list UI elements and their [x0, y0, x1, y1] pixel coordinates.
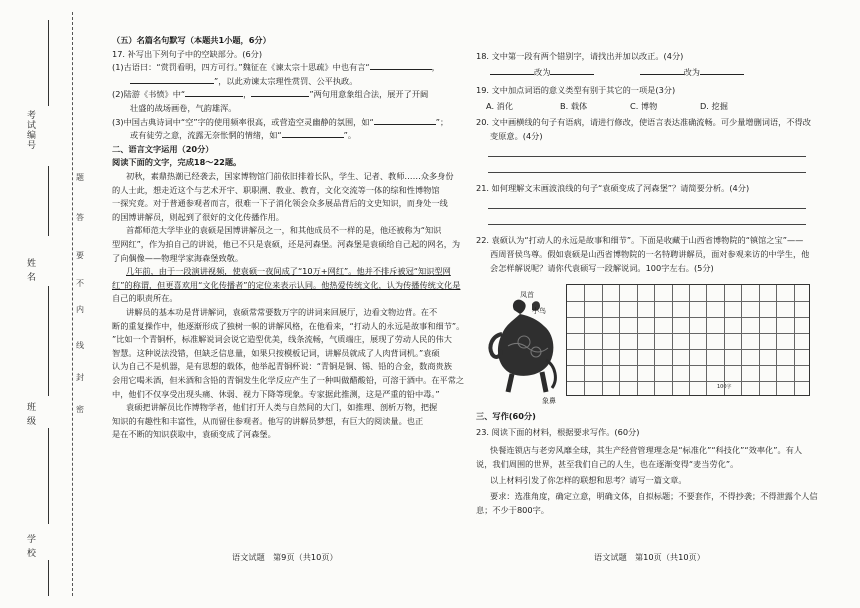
- text-line: (2)陆游《书愤》中“ ， ”两句用意象组合法，展开了开阔: [112, 89, 429, 100]
- text-line: 或有徒劳之意，流露无奈怅惘的情绪，如“ ”。: [130, 130, 357, 141]
- exam-id-line-lower: [48, 166, 49, 236]
- text-line: 17. 补写出下列句子中的空缺部分。(6分): [112, 48, 263, 59]
- text-line: 智慧。这种说法没错，但缺乏信息量，如果只按模板记词，讲解员就成了人肉背词机。”袁硕: [112, 347, 440, 358]
- school-label: 学 校: [25, 534, 35, 558]
- grid-row-line: [567, 381, 809, 382]
- question-22: 西周晋侯鸟尊。假如袁硕是山西省博物院的一名特聘讲解员，面对参观来访的中学生，他: [490, 249, 810, 259]
- question-18: 18. 文中第一段有两个错别字，请找出并加以改正。(4分): [476, 51, 684, 61]
- question-20: 20. 文中画横线的句子有语病，请进行修改，使语言表达准确流畅。可少量增删词语，不得改: [476, 117, 811, 127]
- question-19-option[interactable]: D. 挖掘: [700, 101, 728, 111]
- answer-line[interactable]: [488, 208, 806, 209]
- grid-row-line: [567, 333, 809, 334]
- text-line: 二、语言文字运用（20分）: [112, 143, 214, 154]
- class-line: [48, 428, 49, 524]
- question-22: 会怎样解说呢？请你代袁硕写一段解说词。100字左右。(5分): [490, 263, 714, 273]
- label-bird: 小鸟: [532, 307, 546, 315]
- fill-label: 改为: [534, 67, 551, 77]
- text-line: 了向偶像——物理学家海森堡致敬。: [112, 252, 244, 263]
- question-18-answer: [490, 66, 744, 79]
- text-line: 型网红”，作为拍自己的讲说，他已不只是袁硕，还是河森堡。河森堡是袁硕给自己起的网名，为: [112, 239, 461, 249]
- text-line: （五）名篇名句默写（本题共1小题，6分）: [112, 35, 271, 45]
- question-19: 19. 文中加点词语的意义类型有别于其它的一项是(3分): [476, 85, 676, 95]
- grid-count-mark: 100字: [717, 384, 732, 390]
- exam-id-line: [48, 20, 49, 106]
- text-line: 首都师范大学毕业的袁硕是国博讲解员之一，和其他成员不一样的是，他还被称为“知识: [126, 225, 442, 236]
- question-19-option[interactable]: B. 载体: [560, 101, 588, 111]
- fill-in-blank[interactable]: [185, 88, 243, 97]
- text-line: 红”的称谓，但更喜欢用“文化传播者”的定位来表示认同。他热爱传统文化，认为传播传统文化是: [112, 279, 461, 290]
- writing-requirements: 息；不少于800字。: [476, 505, 549, 515]
- material-text: 快餐连锁店与老旁风靡全球，其生产经营管理理念是“标准化”“科技化”“效率化”。有人: [490, 445, 803, 455]
- seal-char: 答: [76, 213, 84, 222]
- seal-char: 线: [76, 341, 84, 350]
- bird-zun-vessel-image: [484, 290, 566, 400]
- writing-requirements: 要求：选准角度，确定立意，明确文体，自拟标题；不要套作，不得抄袭；不得泄露个人信: [490, 491, 818, 501]
- seal-cut-line: [72, 12, 73, 596]
- section-3-heading: 三、写作(60分): [476, 411, 536, 421]
- seal-char: 内: [76, 305, 84, 314]
- seal-char: 不: [76, 279, 84, 288]
- text-line: 中，他们不仅享受出现头痛、休弱、视力下降等现象。专家据此推测，这是严重的铅中毒。”: [112, 388, 440, 399]
- text-line: ”，以此劝谏太宗理性赏罚、公平执政。: [130, 75, 357, 88]
- seal-char: 密: [76, 405, 84, 414]
- text-line: 认为自己不是机器，是有思想的载体，他举起青铜杯说：“青铜是铜、锡、铅的合金，数商贵族: [112, 361, 452, 372]
- text-line: (3)中国古典诗词中“空”字的使用频率很高，或营造空灵幽静的氛围，如“ ”；: [112, 116, 449, 127]
- text-line: 阅读下面的文字，完成18～22题。: [112, 157, 242, 168]
- text-line: 一探究竟。对于普通参观者而言，很难一下子消化领会众多展品背后的文史知识，而身处一线: [112, 198, 448, 209]
- answer-blank[interactable]: [640, 66, 684, 75]
- grid-row-line: [567, 349, 809, 350]
- text-line: 是在不断的知识获取中，袁硕变成了河森堡。: [112, 429, 276, 440]
- school-line: [48, 560, 49, 596]
- grid-row-line: [567, 317, 809, 318]
- text-line: 几年前，由于一段演讲视频，使袁硕一夜间成了“10万+网红”。他并不排斥被冠“知识型网: [126, 266, 451, 277]
- page-9-footer: 语文试题 第9页（共10页）: [232, 552, 338, 562]
- name-label: 姓 名: [25, 258, 35, 282]
- fill-label: 改为: [683, 67, 700, 77]
- label-trunk: 象鼻: [542, 397, 556, 405]
- text-line: 讲解员的基本功是背讲解词，袁硕常常要数万字的讲词来回展厅，边看文物边背。在不: [126, 307, 438, 317]
- answer-blank[interactable]: [700, 66, 744, 75]
- fill-in-blank[interactable]: [282, 129, 344, 138]
- answer-line[interactable]: [488, 172, 806, 173]
- fill-in-blank[interactable]: [251, 88, 309, 97]
- seal-char: 封: [76, 373, 84, 382]
- question-20: 变原意。(4分): [490, 131, 543, 141]
- question-23: 23. 阅读下面的材料，根据要求写作。(60分): [476, 427, 640, 437]
- answer-line[interactable]: [488, 156, 806, 157]
- text-line: 的人士此，想走近这个与艺术开宇、职职溯、教业、教育，文化交流等一体的综和性博物馆: [112, 184, 440, 195]
- text-line: 壮盛的战场画卷，气韵雄浑。: [130, 103, 237, 113]
- grid-row-line: [567, 365, 809, 366]
- text-line: 会用它喝米酒，但米酒和含铅的青铜发生化学反应产生了一种叫做醋酸铅，可溶于酒中。在平常之: [112, 375, 465, 385]
- text-line: 自己的职责所在。: [112, 293, 178, 304]
- fill-in-blank[interactable]: [370, 61, 432, 70]
- class-label: 班 级: [25, 402, 35, 426]
- page-10-footer: 语文试题 第10页（共10页）: [594, 552, 705, 562]
- text-line: 知识的有趣性和丰富性，从而留住参观者。他写的讲解员梦想，有巨大的阅读量。也正: [112, 415, 424, 426]
- writing-grid[interactable]: [566, 284, 810, 396]
- fill-in-blank[interactable]: [130, 75, 214, 84]
- question-22: 22. 袁硕认为“打动人的永远是故事和细节”。下面是收藏于山西省博物院的“镇馆之宝”——: [476, 235, 804, 245]
- answer-blank[interactable]: [550, 66, 594, 75]
- binding-strip: [0, 0, 108, 608]
- question-21: 21. 如何理解文末画波浪线的句子“袁硕变成了河森堡”？请简要分析。(4分): [476, 183, 750, 193]
- page-9: [112, 0, 465, 608]
- grid-row-line: [567, 301, 809, 302]
- answer-blank[interactable]: [490, 66, 534, 75]
- text-line: 袁硕把讲解员比作博物学者，他们打开人类与自然间的大门，如推理、剖析万物，把握: [126, 402, 438, 413]
- seal-char: 要: [76, 251, 84, 260]
- text-line: 初秋，素鼎热潮已经袭去，国家博物馆门前依旧排着长队，学生、记者、教师……众多身份: [126, 171, 454, 181]
- question-19-option[interactable]: A. 消化: [486, 101, 514, 111]
- writing-prompt: 以上材料引发了你怎样的联想和思考？请写一篇文章。: [490, 475, 687, 485]
- seal-char: 题: [76, 173, 84, 182]
- name-line: [48, 286, 49, 396]
- question-19-option[interactable]: C. 博物: [630, 101, 658, 111]
- answer-line[interactable]: [488, 224, 806, 225]
- fill-in-blank[interactable]: [374, 116, 436, 125]
- material-text: 说，我们周围的世界，甚至我们自己的人生，也在逐渐变得“麦当劳化”。: [476, 459, 739, 469]
- text-line: 的国博讲解员，则起到了很好的文化传播作用。: [112, 211, 284, 222]
- text-line: ”比如一个青铜杯，标准解说词会说它造型优美，线条流畅，气质端庄，展现了劳动人民的伟大: [112, 334, 452, 345]
- exam-id-label: 考试编号: [25, 110, 35, 150]
- text-line: (1)古语曰：“赏罚看明，四方可行。”魏征在《谏太宗十思疏》中也有言“ ，: [112, 62, 440, 73]
- label-cover: 凤首: [520, 291, 534, 299]
- text-line: 断的重复操作中，他逐渐形成了独树一帜的讲解风格，在他看来，“打动人的永远是故事和细节”。: [112, 320, 465, 331]
